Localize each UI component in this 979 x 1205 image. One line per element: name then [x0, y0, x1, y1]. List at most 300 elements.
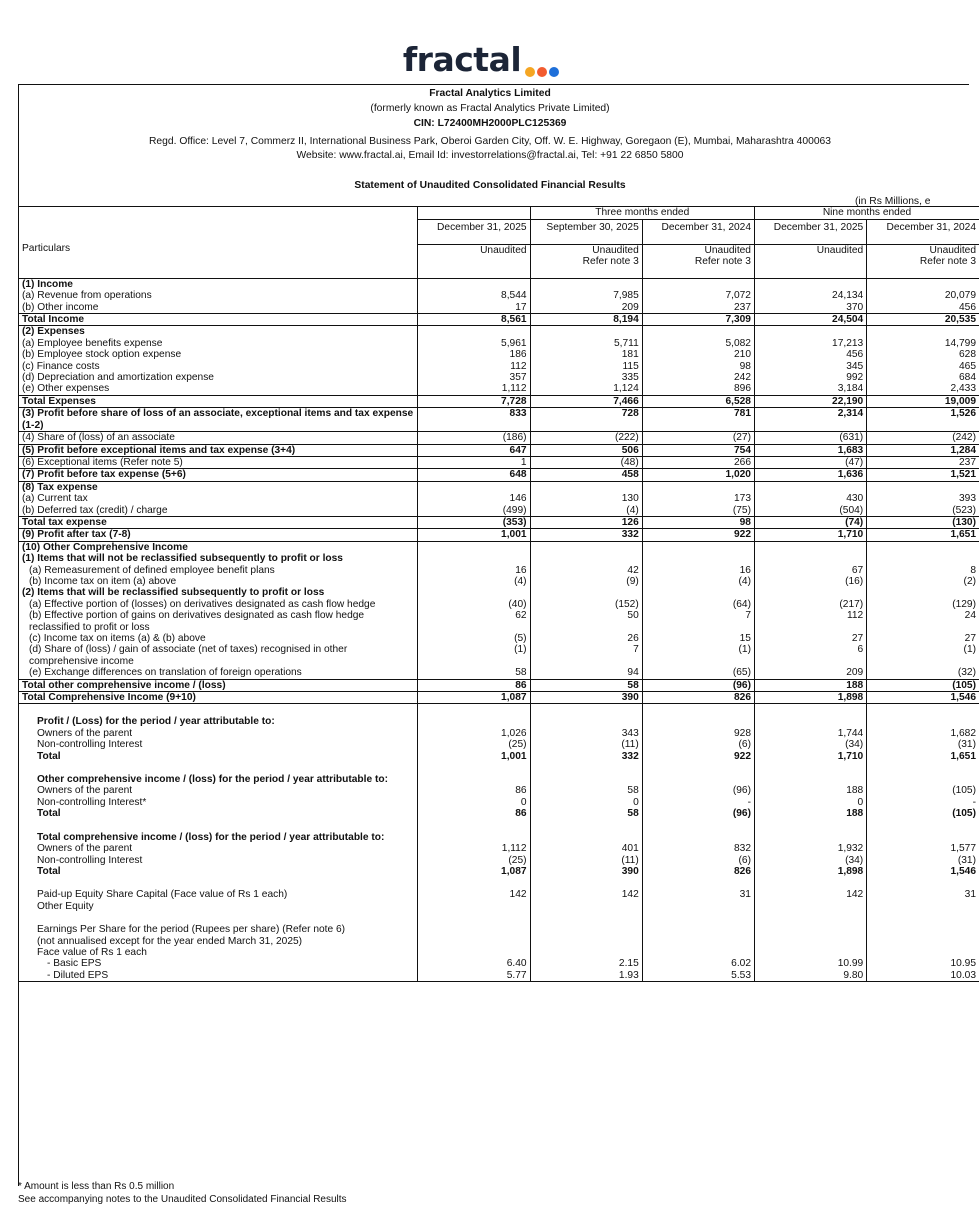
row-value: 7,309	[642, 314, 754, 326]
table-row	[19, 947, 979, 958]
row-value: 1.93	[530, 970, 642, 982]
row-value: 115	[530, 361, 642, 372]
row-value	[642, 774, 754, 785]
row-label: Other Equity	[37, 900, 94, 912]
contact-info: Website: www.fractal.ai, Email Id: investorrelations@fractal.ai, Tel: +91 22 6850 5800	[296, 150, 684, 161]
column-note: Refer note 3	[642, 256, 754, 267]
row-value	[754, 901, 866, 912]
row-value: (25)	[418, 739, 530, 750]
logo-dot-icon	[537, 67, 547, 77]
logo-dot-icon	[525, 67, 535, 77]
table-row	[19, 667, 979, 679]
row-label: Total tax expense	[19, 516, 418, 528]
row-value: 648	[418, 469, 530, 481]
row-value: 1,932	[754, 843, 866, 854]
row-value: -	[642, 797, 754, 808]
row-label: Owners of the parent	[37, 843, 133, 855]
row-value: 1,284	[867, 444, 979, 456]
footnote-notes: See accompanying notes to the Unaudited Consolidated Financial Results	[18, 1194, 347, 1205]
row-value	[642, 820, 754, 832]
row-value	[530, 656, 642, 667]
row-value	[754, 716, 866, 727]
column-status: Unaudited	[418, 245, 530, 257]
row-value	[642, 877, 754, 889]
table-row	[19, 936, 979, 947]
table-row	[19, 889, 979, 900]
row-label: (not annualised except for the year ended March 31, 2025)	[37, 935, 303, 947]
row-value	[754, 420, 866, 432]
row-value: 928	[642, 728, 754, 739]
column-date: December 31, 2025	[418, 220, 530, 245]
row-value	[530, 820, 642, 832]
row-value: 922	[642, 751, 754, 762]
row-value: 456	[754, 349, 866, 360]
row-value: 1,001	[418, 751, 530, 762]
table-row	[19, 576, 979, 587]
row-value: 8,194	[530, 314, 642, 326]
row-value: 1,682	[867, 728, 979, 739]
row-value	[867, 877, 979, 889]
logo-wordmark: fractal	[402, 40, 522, 79]
row-value: 98	[642, 516, 754, 528]
row-value	[867, 587, 979, 598]
logo-dot-icon	[549, 67, 559, 77]
row-value	[642, 553, 754, 564]
row-label: Paid-up Equity Share Capital (Face value of Rs 1 each)	[37, 889, 288, 901]
row-value	[530, 541, 642, 553]
row-value: 9.80	[754, 970, 866, 982]
footnote: * Amount is less than Rs 0.5 million	[18, 1181, 175, 1192]
row-label: (e) Other expenses	[22, 383, 110, 395]
row-value	[418, 326, 530, 338]
row-value: 58	[530, 785, 642, 796]
row-value: 7,728	[418, 395, 530, 407]
row-value	[642, 481, 754, 493]
header-dates-row	[19, 220, 979, 245]
row-value: 17,213	[754, 338, 866, 349]
row-value: 6	[754, 644, 866, 655]
column-note: Refer note 3	[530, 256, 642, 267]
row-value: (75)	[642, 505, 754, 517]
row-value: (25)	[418, 855, 530, 866]
row-value: 5.77	[418, 970, 530, 982]
row-label: (d) Share of (loss) / gain of associate (net of taxes) recognised in other	[29, 644, 348, 656]
row-value: 58	[418, 667, 530, 679]
row-value: 1,546	[867, 692, 979, 704]
row-value: -	[867, 797, 979, 808]
row-value: (96)	[642, 808, 754, 819]
row-value: 826	[642, 692, 754, 704]
row-value: 992	[754, 372, 866, 383]
table-row	[19, 785, 979, 796]
row-value: 209	[754, 667, 866, 679]
row-value: 0	[754, 797, 866, 808]
row-value: (631)	[754, 432, 866, 444]
row-label: Owners of the parent	[37, 727, 133, 739]
row-value: 335	[530, 372, 642, 383]
row-value: 2.15	[530, 958, 642, 969]
table-row	[19, 565, 979, 576]
row-value	[418, 716, 530, 727]
row-value	[530, 936, 642, 947]
row-value: 1,710	[754, 751, 866, 762]
row-label: Other comprehensive income / (loss) for the period / year attributable to:	[37, 774, 388, 786]
table-row	[19, 797, 979, 808]
row-value	[642, 541, 754, 553]
row-value: 357	[418, 372, 530, 383]
row-value: 142	[754, 889, 866, 900]
row-label: (b) Income tax on item (a) above	[29, 575, 177, 587]
row-label: Total Expenses	[19, 395, 418, 407]
row-value: 1,898	[754, 866, 866, 877]
row-value: (74)	[754, 516, 866, 528]
row-value: (5)	[418, 633, 530, 644]
column-status: Unaudited	[754, 245, 866, 257]
row-value	[867, 622, 979, 633]
row-value: (4)	[418, 576, 530, 587]
table-row	[19, 361, 979, 372]
company-name: Fractal Analytics Limited	[429, 88, 551, 99]
table-row	[19, 958, 979, 969]
row-value: 345	[754, 361, 866, 372]
table-row	[19, 877, 979, 889]
row-value: 390	[530, 692, 642, 704]
row-value: (64)	[642, 599, 754, 610]
row-value: 343	[530, 728, 642, 739]
row-value: 628	[867, 349, 979, 360]
row-value	[642, 716, 754, 727]
row-value	[642, 947, 754, 958]
row-value	[867, 656, 979, 667]
table-row	[19, 751, 979, 762]
row-value: 1,651	[867, 751, 979, 762]
row-label: (9) Profit after tax (7-8)	[19, 529, 418, 541]
row-value: 17	[418, 302, 530, 314]
row-label: - Diluted EPS	[19, 970, 418, 982]
row-value: 1,683	[754, 444, 866, 456]
row-value	[418, 924, 530, 935]
row-value: 754	[642, 444, 754, 456]
row-value: 24,134	[754, 290, 866, 301]
row-value	[530, 481, 642, 493]
row-value: 8	[867, 565, 979, 576]
table-row	[19, 866, 979, 877]
row-value: (31)	[867, 855, 979, 866]
row-value	[530, 832, 642, 843]
table-row	[19, 420, 979, 432]
row-value: 896	[642, 383, 754, 395]
row-value: 1,112	[418, 843, 530, 854]
row-value: 8,561	[418, 314, 530, 326]
row-value: 7,072	[642, 290, 754, 301]
table-row	[19, 349, 979, 360]
row-value: 390	[530, 866, 642, 877]
row-value	[754, 587, 866, 598]
row-value: 94	[530, 667, 642, 679]
row-value	[530, 877, 642, 889]
row-value	[530, 326, 642, 338]
row-value	[867, 420, 979, 432]
row-value: 370	[754, 302, 866, 314]
row-value: 1,521	[867, 469, 979, 481]
row-value	[642, 912, 754, 924]
row-value: 922	[642, 529, 754, 541]
row-value	[418, 936, 530, 947]
row-value: 647	[418, 444, 530, 456]
row-value: 126	[530, 516, 642, 528]
row-value: (353)	[418, 516, 530, 528]
row-value	[642, 901, 754, 912]
row-value: 1,026	[418, 728, 530, 739]
statement-title: Statement of Unaudited Consolidated Financial Results	[354, 180, 626, 191]
table-row	[19, 912, 979, 924]
row-value	[867, 832, 979, 843]
row-value: 456	[867, 302, 979, 314]
row-value	[867, 541, 979, 553]
row-value: (186)	[418, 432, 530, 444]
table-row	[19, 644, 979, 655]
row-value: 130	[530, 493, 642, 504]
row-value: 833	[418, 408, 530, 420]
row-value	[642, 762, 754, 774]
row-value: (499)	[418, 505, 530, 517]
row-value: 6.40	[418, 958, 530, 969]
row-value: (4)	[530, 505, 642, 517]
row-value: 15	[642, 633, 754, 644]
row-value: 98	[642, 361, 754, 372]
row-value: 188	[754, 785, 866, 796]
row-value	[642, 622, 754, 633]
row-label: (a) Revenue from operations	[22, 290, 152, 302]
row-label: Total Comprehensive Income (9+10)	[19, 692, 418, 704]
formerly-known-as: (formerly known as Fractal Analytics Private Limited)	[370, 103, 610, 114]
row-value	[418, 587, 530, 598]
row-value: 62	[418, 610, 530, 621]
column-status: Unaudited	[867, 245, 979, 257]
row-label: (a) Remeasurement of defined employee benefit plans	[29, 564, 275, 576]
row-value: 1,087	[418, 866, 530, 877]
row-value: 0	[418, 797, 530, 808]
table-row	[19, 290, 979, 301]
row-value: 24	[867, 610, 979, 621]
row-value: (40)	[418, 599, 530, 610]
row-value: 401	[530, 843, 642, 854]
row-value: 7,466	[530, 395, 642, 407]
table-row	[19, 832, 979, 843]
row-value	[418, 420, 530, 432]
row-value: (105)	[867, 785, 979, 796]
row-value: 332	[530, 751, 642, 762]
row-value: 2,314	[754, 408, 866, 420]
column-date: December 31, 2024	[642, 220, 754, 245]
table-row	[19, 302, 979, 314]
table-row	[19, 456, 979, 468]
three-months-header: Three months ended	[530, 207, 754, 220]
row-value: (9)	[530, 576, 642, 587]
row-value	[418, 912, 530, 924]
column-status: Unaudited	[530, 245, 642, 257]
table-row	[19, 692, 979, 704]
row-value	[754, 656, 866, 667]
row-value	[754, 278, 866, 290]
row-value: 6,528	[642, 395, 754, 407]
row-value: 5.53	[642, 970, 754, 982]
row-value	[418, 762, 530, 774]
row-value: 20,535	[867, 314, 979, 326]
row-value: 3,184	[754, 383, 866, 395]
row-label: (8) Tax expense	[22, 481, 98, 493]
row-value: 242	[642, 372, 754, 383]
table-row	[19, 314, 979, 326]
row-value	[530, 278, 642, 290]
row-value	[754, 704, 866, 717]
row-value: 142	[530, 889, 642, 900]
row-value: (152)	[530, 599, 642, 610]
row-value	[867, 901, 979, 912]
row-value	[418, 278, 530, 290]
row-value	[754, 774, 866, 785]
table-row	[19, 901, 979, 912]
row-value: (504)	[754, 505, 866, 517]
row-value	[530, 716, 642, 727]
row-value	[418, 541, 530, 553]
row-value	[418, 774, 530, 785]
row-value	[530, 622, 642, 633]
row-label	[19, 912, 418, 924]
row-value: 58	[530, 808, 642, 819]
row-value	[642, 420, 754, 432]
row-value	[418, 553, 530, 564]
row-label: (b) Deferred tax (credit) / charge	[19, 505, 418, 517]
row-value: 146	[418, 493, 530, 504]
row-value	[867, 716, 979, 727]
row-label: (a) Effective portion of (losses) on derivatives designated as cash flow hedge	[29, 598, 376, 610]
row-value	[418, 656, 530, 667]
row-value: 1,124	[530, 383, 642, 395]
row-value	[642, 924, 754, 935]
table-row	[19, 855, 979, 866]
row-value	[418, 832, 530, 843]
row-value: 7	[642, 610, 754, 621]
row-value	[418, 704, 530, 717]
row-value: 10.03	[867, 970, 979, 982]
table-row	[19, 704, 979, 717]
column-status: Unaudited	[642, 245, 754, 257]
row-label: comprehensive income	[29, 655, 134, 667]
column-date: December 31, 2025	[754, 220, 866, 245]
nine-months-header: Nine months ended	[754, 207, 979, 220]
row-value	[530, 420, 642, 432]
row-value	[754, 553, 866, 564]
row-value	[754, 936, 866, 947]
row-value: 27	[867, 633, 979, 644]
table-row	[19, 679, 979, 691]
table-row	[19, 278, 979, 290]
row-value: 8,544	[418, 290, 530, 301]
row-value: 209	[530, 302, 642, 314]
row-value: 86	[418, 679, 530, 691]
row-value: 465	[867, 361, 979, 372]
table-row	[19, 808, 979, 819]
row-label: Total comprehensive income / (loss) for the period / year attributable to:	[37, 831, 385, 843]
row-value: 1,744	[754, 728, 866, 739]
row-value: 50	[530, 610, 642, 621]
row-value: 430	[754, 493, 866, 504]
row-label: - Basic EPS	[47, 958, 102, 970]
table-row	[19, 408, 979, 420]
table-row	[19, 395, 979, 407]
row-label: Face value of Rs 1 each	[37, 946, 147, 958]
row-label: (e) Exchange differences on translation of foreign operations	[29, 667, 302, 679]
row-value	[754, 762, 866, 774]
row-value: (11)	[530, 855, 642, 866]
table-row	[19, 970, 979, 982]
column-note	[418, 256, 530, 267]
row-value: 1,636	[754, 469, 866, 481]
row-value: 1,577	[867, 843, 979, 854]
row-value: 22,190	[754, 395, 866, 407]
row-label	[19, 762, 418, 774]
row-value: 1,546	[867, 866, 979, 877]
row-value	[867, 278, 979, 290]
row-label: (c) Income tax on items (a) & (b) above	[29, 633, 206, 644]
row-value: 31	[867, 889, 979, 900]
table-row	[19, 553, 979, 564]
row-label: (4) Share of (loss) of an associate	[19, 432, 418, 444]
row-value: 31	[642, 889, 754, 900]
row-value: 1,651	[867, 529, 979, 541]
row-value	[867, 481, 979, 493]
table-row	[19, 338, 979, 349]
row-value: 1	[418, 456, 530, 468]
cin-number: CIN: L72400MH2000PLC125369	[413, 118, 567, 129]
row-label: (6) Exceptional items (Refer note 5)	[19, 456, 418, 468]
row-value: 188	[754, 808, 866, 819]
table-row	[19, 599, 979, 610]
row-value: 332	[530, 529, 642, 541]
row-value: (4)	[642, 576, 754, 587]
row-value: 826	[642, 866, 754, 877]
row-value: 393	[867, 493, 979, 504]
row-label: (2) Expenses	[22, 326, 85, 338]
row-value	[642, 656, 754, 667]
row-value: (1)	[642, 644, 754, 655]
row-value: 728	[530, 408, 642, 420]
row-value	[754, 924, 866, 935]
row-label: Total other comprehensive income / (loss)	[19, 679, 418, 691]
row-value	[530, 553, 642, 564]
row-value: (222)	[530, 432, 642, 444]
row-value	[754, 832, 866, 843]
row-label: (a) Current tax	[22, 493, 88, 505]
table-row	[19, 469, 979, 481]
row-label: (d) Depreciation and amortization expense	[22, 372, 214, 384]
row-value	[530, 912, 642, 924]
row-value: 19,009	[867, 395, 979, 407]
row-value: 10.99	[754, 958, 866, 969]
table-row	[19, 739, 979, 750]
row-value: 112	[754, 610, 866, 621]
row-label: Total	[37, 865, 61, 877]
row-value	[754, 877, 866, 889]
row-value: 16	[642, 565, 754, 576]
row-value: (130)	[867, 516, 979, 528]
row-value	[754, 947, 866, 958]
row-label: Total	[37, 750, 61, 762]
row-value: (96)	[642, 785, 754, 796]
financial-results-table	[19, 206, 979, 982]
row-value: (242)	[867, 432, 979, 444]
